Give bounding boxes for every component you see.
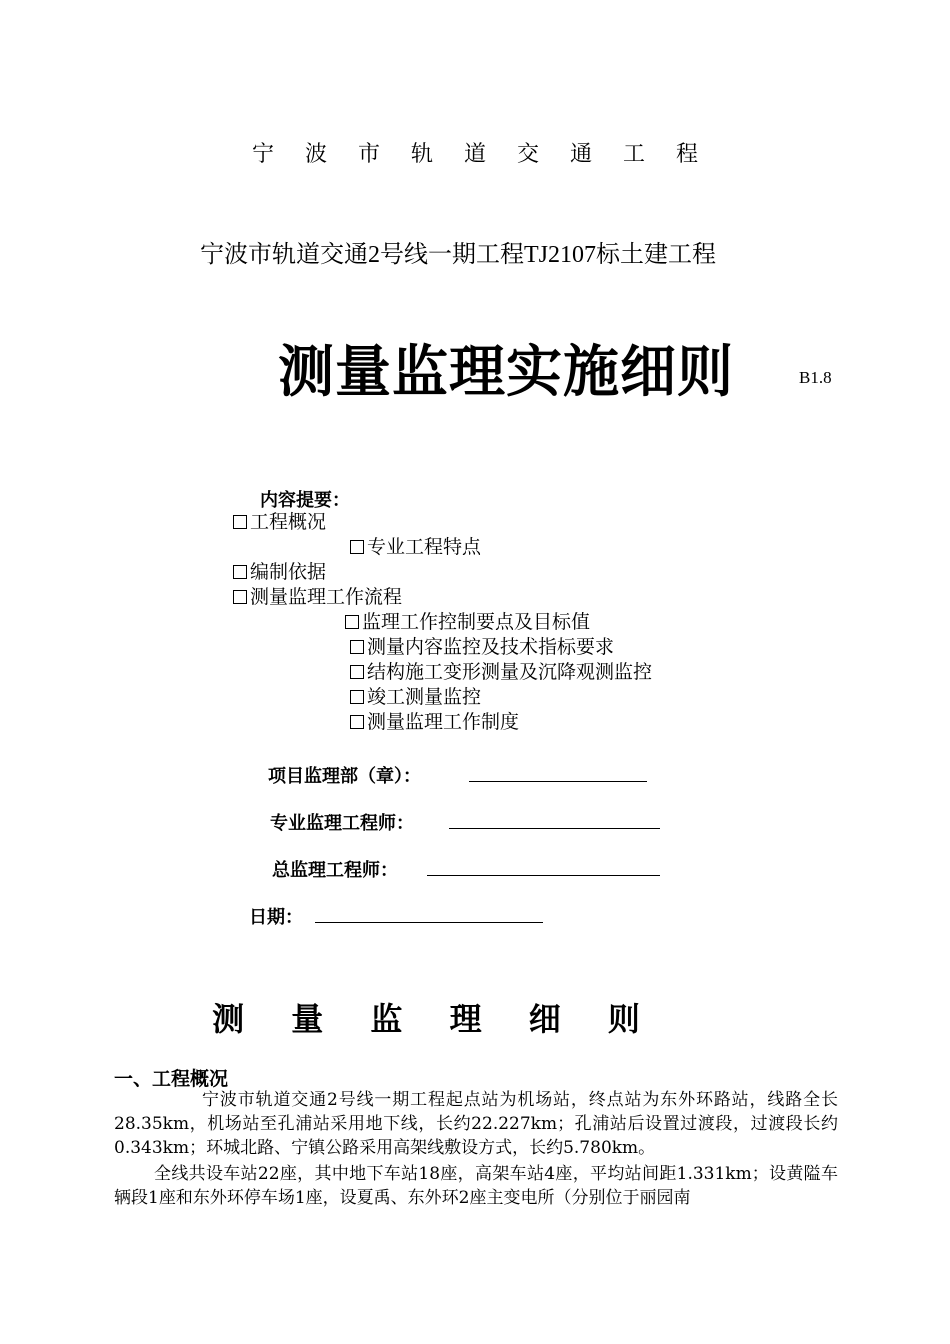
toc-item: 工程概况 xyxy=(233,510,326,534)
section-main-title: 测 量 监 理 细 则 xyxy=(212,1000,658,1038)
checkbox-icon xyxy=(350,715,364,729)
date-signature-line xyxy=(315,922,543,923)
engineer-signature-line xyxy=(449,828,660,829)
checkbox-icon xyxy=(233,590,247,604)
chief-engineer-signature-line xyxy=(427,875,660,876)
project-name: 宁波市轨道交通2号线一期工程TJ2107标土建工程 xyxy=(200,242,716,268)
checkbox-icon xyxy=(345,615,359,629)
checkbox-icon xyxy=(350,540,364,554)
document-main-title: 测量监理实施细则 xyxy=(278,340,734,405)
toc-item: 结构施工变形测量及沉降观测监控 xyxy=(350,660,652,684)
chief-engineer-label: 总监理工程师： xyxy=(272,860,398,881)
checkbox-icon xyxy=(350,690,364,704)
toc-item: 测量内容监控及技术指标要求 xyxy=(350,635,614,659)
checkbox-icon xyxy=(350,665,364,679)
paragraph: 宁波市轨道交通2号线一期工程起点站为机场站，终点站为东外环路站，线路全长28.35km，机场站至孔浦站采用地下线，长约22.227km；孔浦站后设置过渡段，过渡段长约0.343km；环城北路、宁镇公路采用高架线敷设方式，长约5.780km。 xyxy=(114,1090,838,1158)
version-code: B1.8 xyxy=(799,368,832,387)
date-label: 日期： xyxy=(249,907,303,928)
toc-item: 编制依据 xyxy=(233,560,326,584)
dept-seal-label: 项目监理部（章）： xyxy=(268,766,421,787)
toc-item: 专业工程特点 xyxy=(350,535,481,559)
section-heading: 一、工程概况 xyxy=(114,1068,229,1090)
toc-item: 监理工作控制要点及目标值 xyxy=(345,610,590,634)
toc-item: 测量监理工作流程 xyxy=(233,585,402,609)
toc-item: 测量监理工作制度 xyxy=(350,710,519,734)
checkbox-icon xyxy=(350,640,364,654)
organization-title: 宁 波 市 轨 道 交 通 工 程 xyxy=(252,142,710,167)
checkbox-icon xyxy=(233,565,247,579)
engineer-label: 专业监理工程师： xyxy=(270,813,414,834)
toc-item: 竣工测量监控 xyxy=(350,685,481,709)
paragraph: 全线共设车站22座，其中地下车站18座，高架车站4座，平均站间距1.331km；设黄隘车辆段1座和东外环停车场1座，设夏禹、东外环2座主变电所（分别位于丽园南 xyxy=(114,1164,838,1208)
toc-heading: 内容提要： xyxy=(260,490,350,511)
dept-seal-signature-line xyxy=(469,781,647,782)
checkbox-icon xyxy=(233,515,247,529)
